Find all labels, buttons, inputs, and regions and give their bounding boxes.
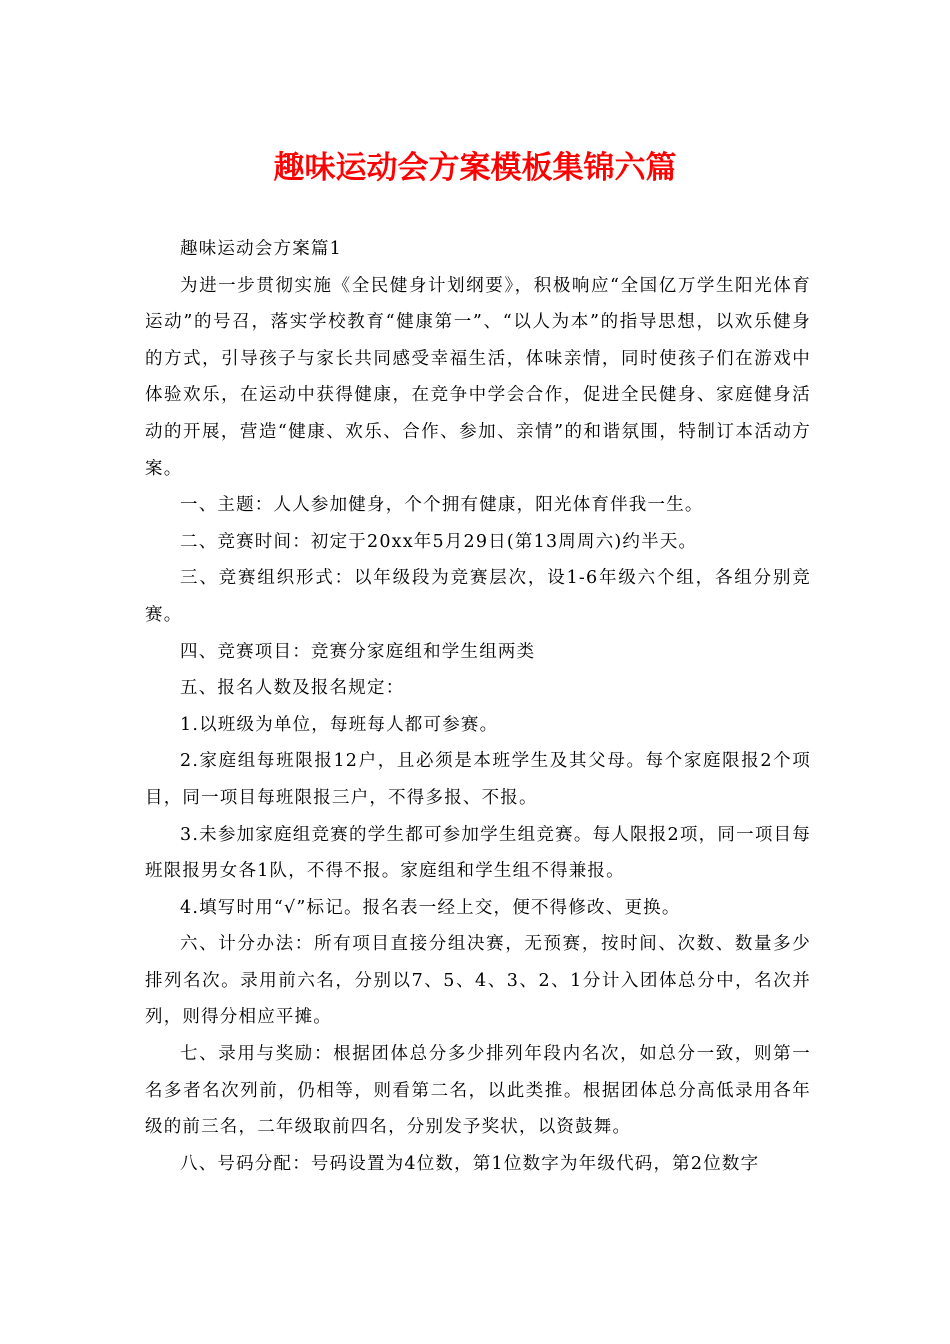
- document-title: 趣味运动会方案模板集锦六篇: [273, 150, 677, 186]
- paragraph-rule-4: 4.填写时用“√”标记。报名表一经上交，便不得修改、更换。: [180, 897, 681, 918]
- document-body: [145, 231, 811, 1182]
- paragraph-time: 二、竞赛时间：初定于20xx年5月29日(第13周周六)约半天。: [180, 531, 698, 552]
- paragraph-rule-1: 1.以班级为单位，每班每人都可参赛。: [180, 714, 499, 735]
- paragraph-numbering: 八、号码分配：号码设置为4位数，第1位数字为年级代码，第2位数字: [180, 1153, 760, 1174]
- paragraph-rule-3: 3.未参加家庭组竞赛的学生都可参加学生组竞赛。每人限报2项，同一项目每班限报男女各1队，不得不报。家庭组和学生组不得兼报。: [145, 824, 811, 882]
- intro-paragraph: 为进一步贯彻实施《全民健身计划纲要》，积极响应“全国亿万学生阳光体育运动”的号召，落实学校教育“健康第一”、“以人为本”的指导思想，以欢乐健身的方式，引导孩子与家长共同感受幸福生活，体味亲情，同时使孩子们在游戏中体验欢乐，在运动中获得健康，在竞争中学会合作，促进全民健身、家庭健身活动的开展，营造“健康、欢乐、合作、参加、亲情”的和谐氛围，特制订本活动方案。: [145, 275, 811, 479]
- paragraph-registration: 五、报名人数及报名规定：: [180, 678, 405, 699]
- paragraph-theme: 一、主题：人人参加健身，个个拥有健康，阳光体育伴我一生。: [180, 495, 704, 516]
- paragraph-organization: 三、竞赛组织形式：以年级段为竞赛层次，设1-6年级六个组，各组分别竞赛。: [145, 568, 811, 625]
- paragraph-rule-2: 2.家庭组每班限报12户，且必须是本班学生及其父母。每个家庭限报2个项目，同一项目每班限报三户，不得多报、不报。: [145, 751, 811, 808]
- paragraph-events: 四、竞赛项目：竞赛分家庭组和学生组两类: [180, 641, 536, 662]
- section-heading: 趣味运动会方案篇1: [180, 239, 342, 259]
- paragraph-scoring: 六、计分办法：所有项目直接分组决赛，无预赛，按时间、次数、数量多少排列名次。录用前六名，分别以7、5、4、3、2、1分计入团体总分中，名次并列，则得分相应平摊。: [145, 934, 811, 1028]
- paragraph-awards: 七、录用与奖励：根据团体总分多少排列年段内名次，如总分一致，则第一名多者名次列前，仍相等，则看第二名，以此类推。根据团体总分高低录用各年级的前三名，二年级取前四名，分别发予奖状，以资鼓舞。: [145, 1044, 811, 1138]
